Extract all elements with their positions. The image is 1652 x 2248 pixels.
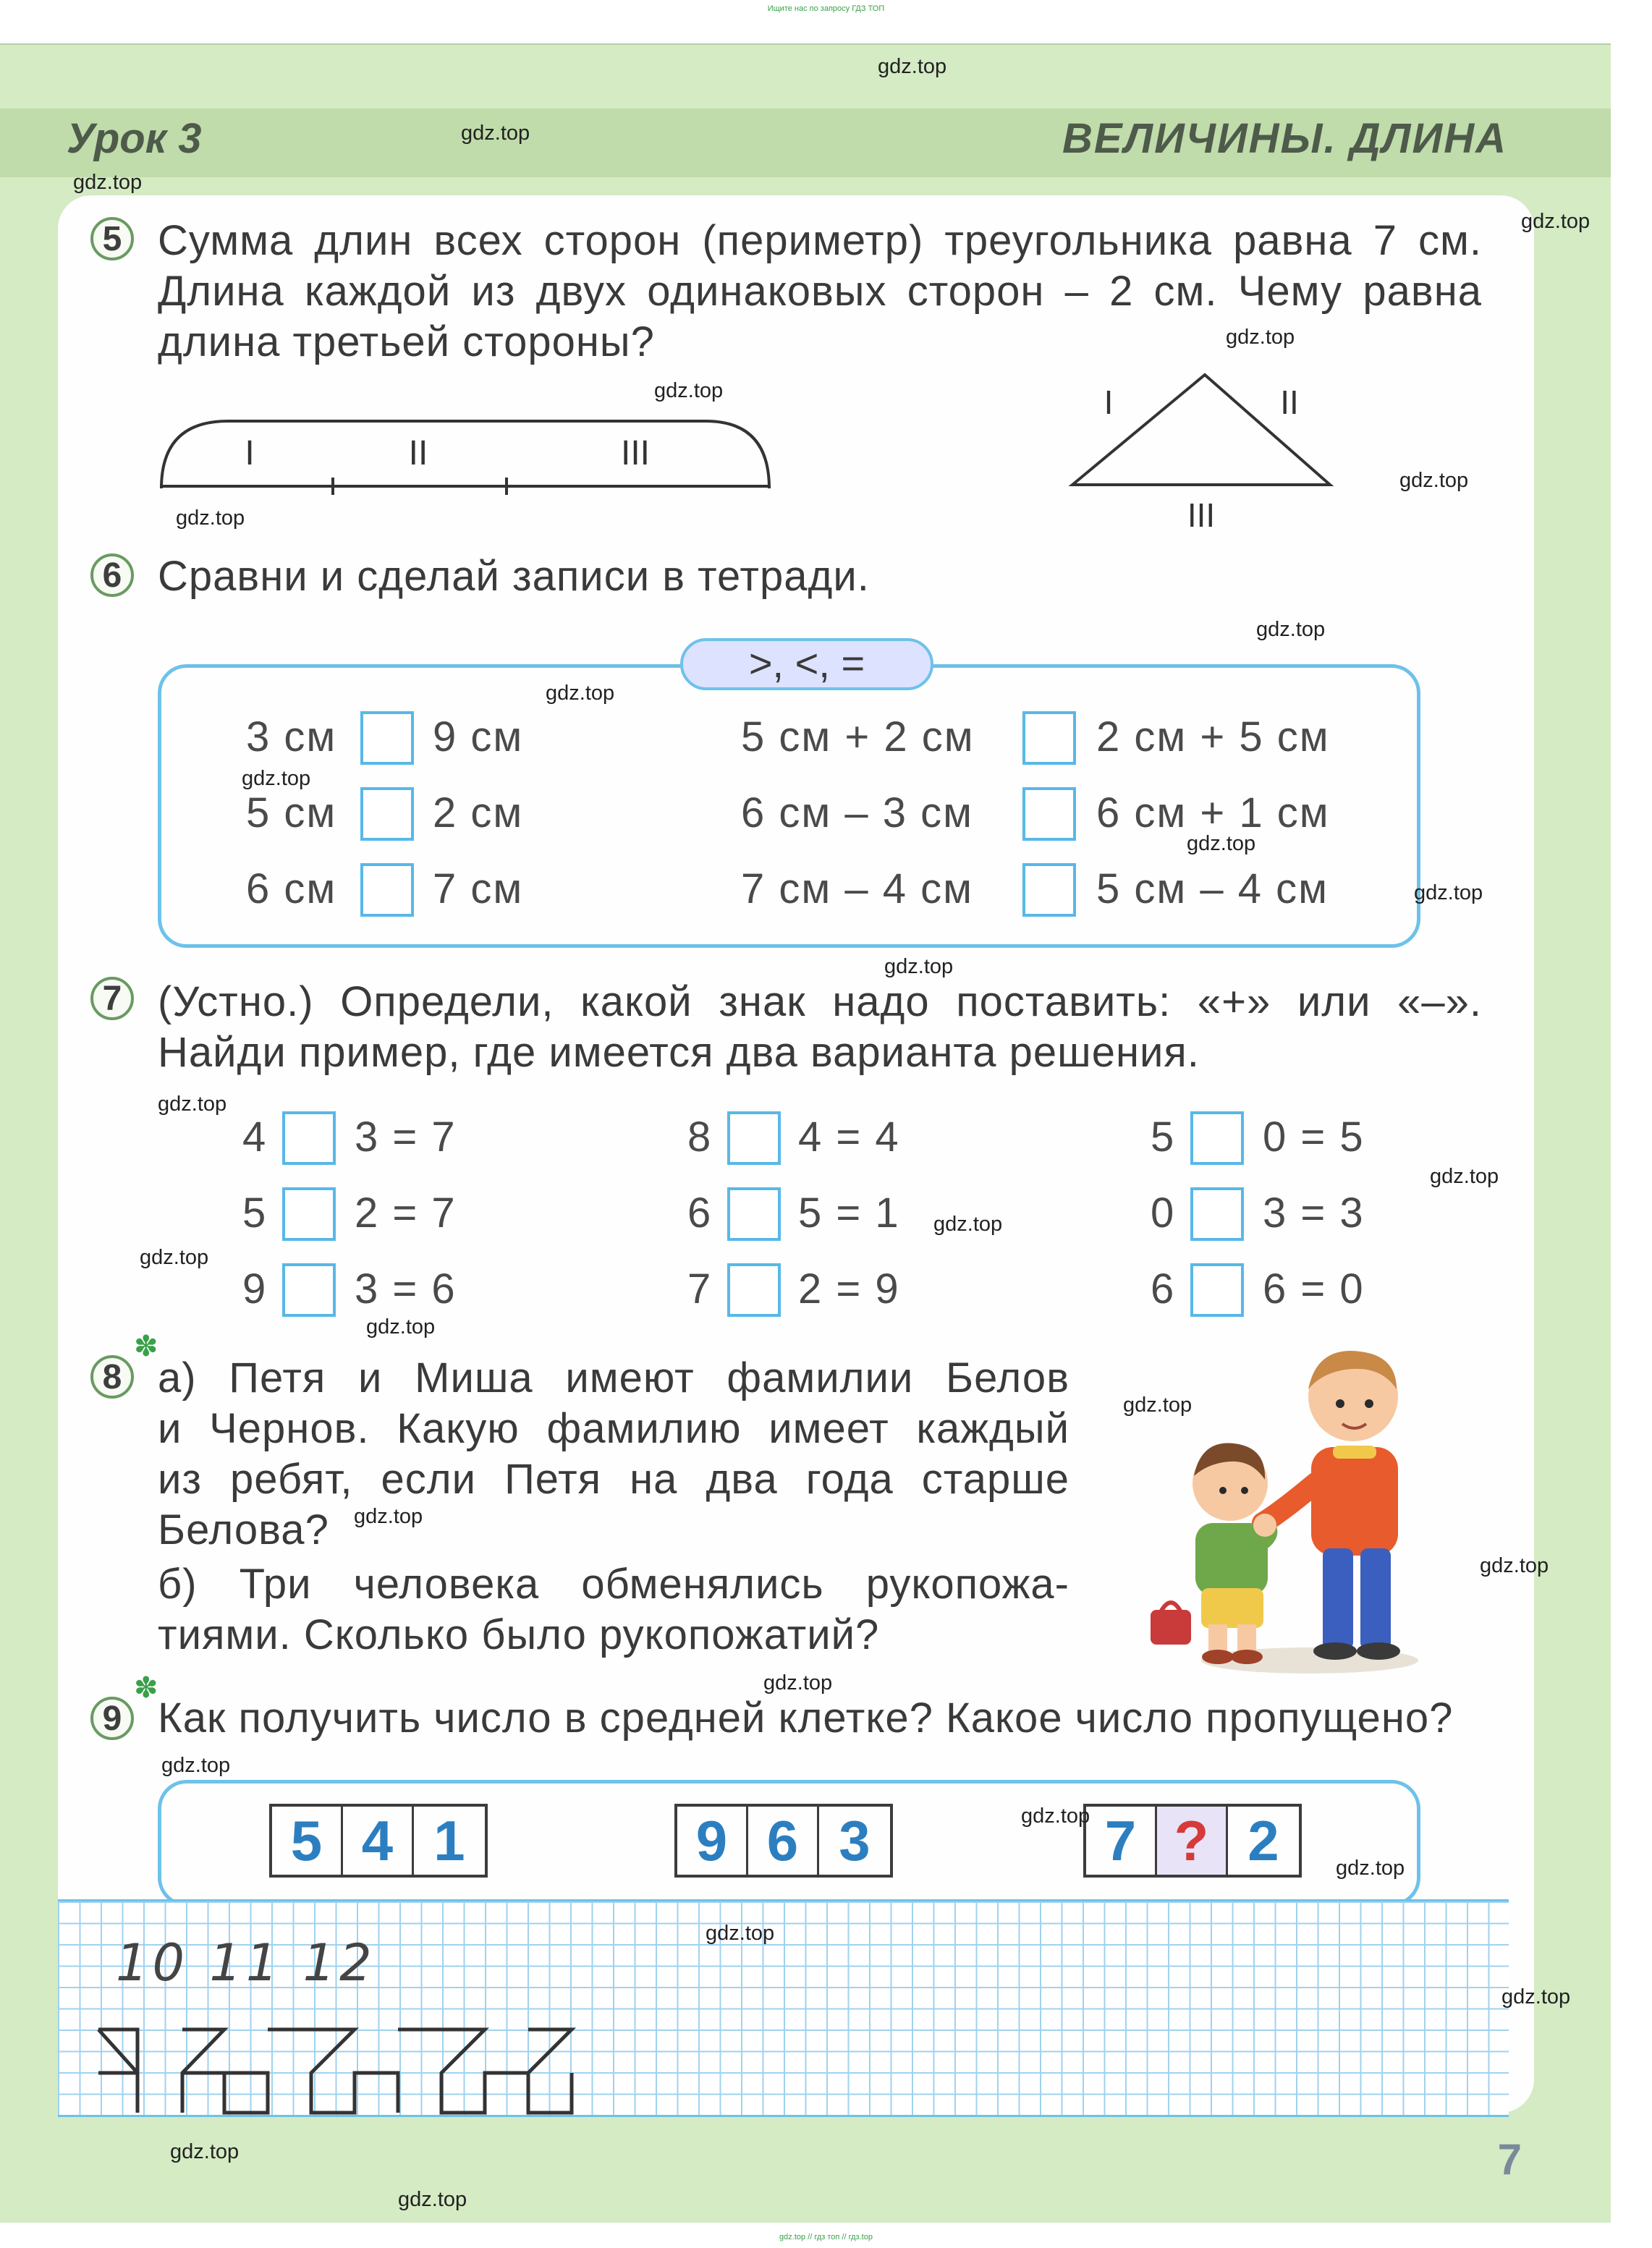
segment-label-1: I bbox=[245, 434, 255, 472]
watermark: gdz.top bbox=[1501, 1985, 1571, 2009]
missing-number-cell: ? bbox=[1157, 1807, 1228, 1875]
watermark: gdz.top bbox=[1480, 1554, 1549, 1577]
t7-box[interactable] bbox=[1190, 1187, 1244, 1241]
t6-left-a: 5 см bbox=[246, 789, 337, 836]
t6-right-a: 7 см bbox=[433, 865, 524, 912]
t6-box[interactable] bbox=[1022, 863, 1076, 917]
t7-first: 0 bbox=[1151, 1189, 1176, 1237]
number-cell: 9 bbox=[677, 1807, 748, 1875]
watermark: gdz.top bbox=[1123, 1394, 1193, 1417]
task-5-line-2: Длина каждой из двух одинаковых сторон – 2 см. Чему равна bbox=[158, 268, 1482, 315]
t7-box[interactable] bbox=[282, 1263, 336, 1317]
task-7-line-2: Найди пример, где имеется два варианта решения. bbox=[158, 1029, 1200, 1076]
t7-rest: 5 = 1 bbox=[798, 1189, 900, 1237]
task-8-line-6: тиями. Сколько было рукопожатий? bbox=[158, 1611, 880, 1658]
task-9-number: 9 bbox=[90, 1697, 134, 1740]
triangle-label-1: I bbox=[1104, 383, 1114, 421]
bottom-note: gdz.top // гдз топ // гдз.top bbox=[779, 2233, 873, 2241]
copybook-numbers: 10 11 12 bbox=[116, 1933, 376, 1993]
number-cell: 6 bbox=[748, 1807, 819, 1875]
task-9-star: ✽ bbox=[134, 1672, 158, 1704]
task-9-text: Как получить число в средней клетке? Какое число пропущено? bbox=[158, 1695, 1454, 1742]
task-6-text: Сравни и сделай записи в тетради. bbox=[158, 553, 870, 600]
t7-box[interactable] bbox=[727, 1111, 781, 1165]
watermark: gdz.top bbox=[461, 122, 530, 145]
task-8-line-1: а) Петя и Миша имеют фамилии Белов bbox=[158, 1354, 1069, 1401]
t7-first: 5 bbox=[1151, 1114, 1176, 1161]
number-group-2 bbox=[674, 1804, 893, 1878]
watermark: gdz.top bbox=[1336, 1857, 1405, 1880]
t7-rest: 4 = 4 bbox=[798, 1114, 900, 1161]
t6-right-a: 9 см bbox=[433, 713, 524, 760]
copybook-pattern bbox=[94, 2022, 615, 2116]
segment-diagram bbox=[156, 405, 785, 499]
t6-left-a: 6 см bbox=[246, 865, 337, 912]
t7-first: 4 bbox=[242, 1114, 268, 1161]
task-8-number: 8 bbox=[90, 1355, 134, 1399]
watermark: gdz.top bbox=[366, 1315, 436, 1339]
t7-rest: 6 = 0 bbox=[1263, 1265, 1365, 1312]
t7-first: 7 bbox=[687, 1265, 713, 1312]
t7-rest: 3 = 7 bbox=[355, 1114, 457, 1161]
t7-first: 5 bbox=[242, 1189, 268, 1237]
number-group-1 bbox=[269, 1804, 488, 1878]
t7-rest: 2 = 9 bbox=[798, 1265, 900, 1312]
triangle-label-2: II bbox=[1280, 383, 1299, 421]
t6-right-b: 6 см + 1 см bbox=[1096, 789, 1330, 836]
t6-left-b: 5 см + 2 см bbox=[741, 713, 975, 760]
task-8-line-4: Белова? bbox=[158, 1506, 329, 1553]
topic-title: ВЕЛИЧИНЫ. ДЛИНА bbox=[1062, 115, 1507, 162]
watermark: gdz.top bbox=[1414, 881, 1483, 904]
page-number: 7 bbox=[1497, 2135, 1522, 2184]
watermark: gdz.top bbox=[884, 955, 954, 978]
watermark: gdz.top bbox=[546, 682, 615, 705]
t7-rest: 3 = 3 bbox=[1263, 1189, 1365, 1237]
t6-right-b: 5 см – 4 см bbox=[1096, 865, 1329, 912]
signs-pill: >, <, = bbox=[680, 638, 933, 690]
t7-box[interactable] bbox=[727, 1187, 781, 1241]
lesson-title: Урок 3 bbox=[67, 115, 202, 162]
t6-box[interactable] bbox=[1022, 711, 1076, 765]
top-note: Ищите нас по запросу ГДЗ ТОП bbox=[767, 4, 885, 13]
t7-first: 6 bbox=[687, 1189, 713, 1237]
number-cell: 2 bbox=[1248, 1808, 1279, 1872]
watermark: gdz.top bbox=[706, 1922, 775, 1945]
t6-left-b: 7 см – 4 см bbox=[741, 865, 973, 912]
watermark: gdz.top bbox=[398, 2188, 467, 2211]
t7-box[interactable] bbox=[1190, 1263, 1244, 1317]
number-group-3 bbox=[1083, 1804, 1302, 1878]
t6-left-b: 6 см – 3 см bbox=[741, 789, 973, 836]
task-5-number: 5 bbox=[90, 217, 134, 260]
triangle-diagram bbox=[1056, 362, 1360, 543]
t6-box[interactable] bbox=[360, 787, 414, 841]
watermark: gdz.top bbox=[654, 379, 724, 402]
boys-handshake-illustration bbox=[1143, 1339, 1426, 1686]
number-cell: 5 bbox=[272, 1807, 343, 1875]
t7-first: 8 bbox=[687, 1114, 713, 1161]
watermark: gdz.top bbox=[176, 506, 245, 530]
task-8-star: ✽ bbox=[134, 1331, 158, 1362]
task-5-line-1: Сумма длин всех сторон (периметр) треугольника равна 7 см. bbox=[158, 217, 1482, 264]
task-7-line-1: (Устно.) Определи, какой знак надо поставить: «+» или «–». bbox=[158, 978, 1482, 1025]
watermark: gdz.top bbox=[1430, 1165, 1499, 1188]
watermark: gdz.top bbox=[1226, 326, 1295, 349]
watermark: gdz.top bbox=[158, 1093, 227, 1116]
t7-rest: 2 = 7 bbox=[355, 1189, 457, 1237]
watermark: gdz.top bbox=[140, 1246, 209, 1269]
triangle-label-3: III bbox=[1187, 496, 1216, 534]
t6-box[interactable] bbox=[360, 711, 414, 765]
task-6-number: 6 bbox=[90, 553, 134, 597]
t7-box[interactable] bbox=[282, 1111, 336, 1165]
watermark: gdz.top bbox=[878, 55, 947, 78]
number-cell: 4 bbox=[343, 1807, 414, 1875]
task-8-line-5: б) Три человека обменялись рукопожа- bbox=[158, 1561, 1069, 1608]
t7-box[interactable] bbox=[727, 1263, 781, 1317]
t6-box[interactable] bbox=[1022, 787, 1076, 841]
t6-right-a: 2 см bbox=[433, 789, 524, 836]
task-8-line-2: и Чернов. Какую фамилию имеет каждый bbox=[158, 1405, 1069, 1452]
watermark: gdz.top bbox=[170, 2140, 240, 2163]
watermark: gdz.top bbox=[933, 1213, 1003, 1236]
t6-left-a: 3 см bbox=[246, 713, 337, 760]
segment-label-3: III bbox=[620, 434, 651, 472]
number-cell: 7 bbox=[1086, 1807, 1157, 1875]
number-cell: 3 bbox=[839, 1808, 871, 1872]
watermark: gdz.top bbox=[1521, 210, 1590, 233]
t7-first: 6 bbox=[1151, 1265, 1176, 1312]
segment-label-2: II bbox=[408, 434, 428, 472]
watermark: gdz.top bbox=[1187, 832, 1256, 855]
watermark: gdz.top bbox=[73, 171, 143, 194]
t7-first: 9 bbox=[242, 1265, 268, 1312]
watermark: gdz.top bbox=[763, 1671, 833, 1695]
watermark: gdz.top bbox=[161, 1754, 231, 1777]
watermark: gdz.top bbox=[1256, 618, 1326, 641]
watermark: gdz.top bbox=[1399, 469, 1469, 492]
number-cell: 1 bbox=[433, 1808, 465, 1872]
watermark: gdz.top bbox=[1021, 1804, 1090, 1828]
task-5-line-3: длина третьей стороны? bbox=[158, 318, 655, 365]
t6-box[interactable] bbox=[360, 863, 414, 917]
t6-right-b: 2 см + 5 см bbox=[1096, 713, 1330, 760]
t7-box[interactable] bbox=[282, 1187, 336, 1241]
t7-rest: 0 = 5 bbox=[1263, 1114, 1365, 1161]
task-7-number: 7 bbox=[90, 977, 134, 1020]
t7-box[interactable] bbox=[1190, 1111, 1244, 1165]
t7-rest: 3 = 6 bbox=[355, 1265, 457, 1312]
task-8-line-3: из ребят, если Петя на два года старше bbox=[158, 1456, 1069, 1503]
watermark: gdz.top bbox=[242, 767, 311, 790]
watermark: gdz.top bbox=[354, 1505, 423, 1528]
